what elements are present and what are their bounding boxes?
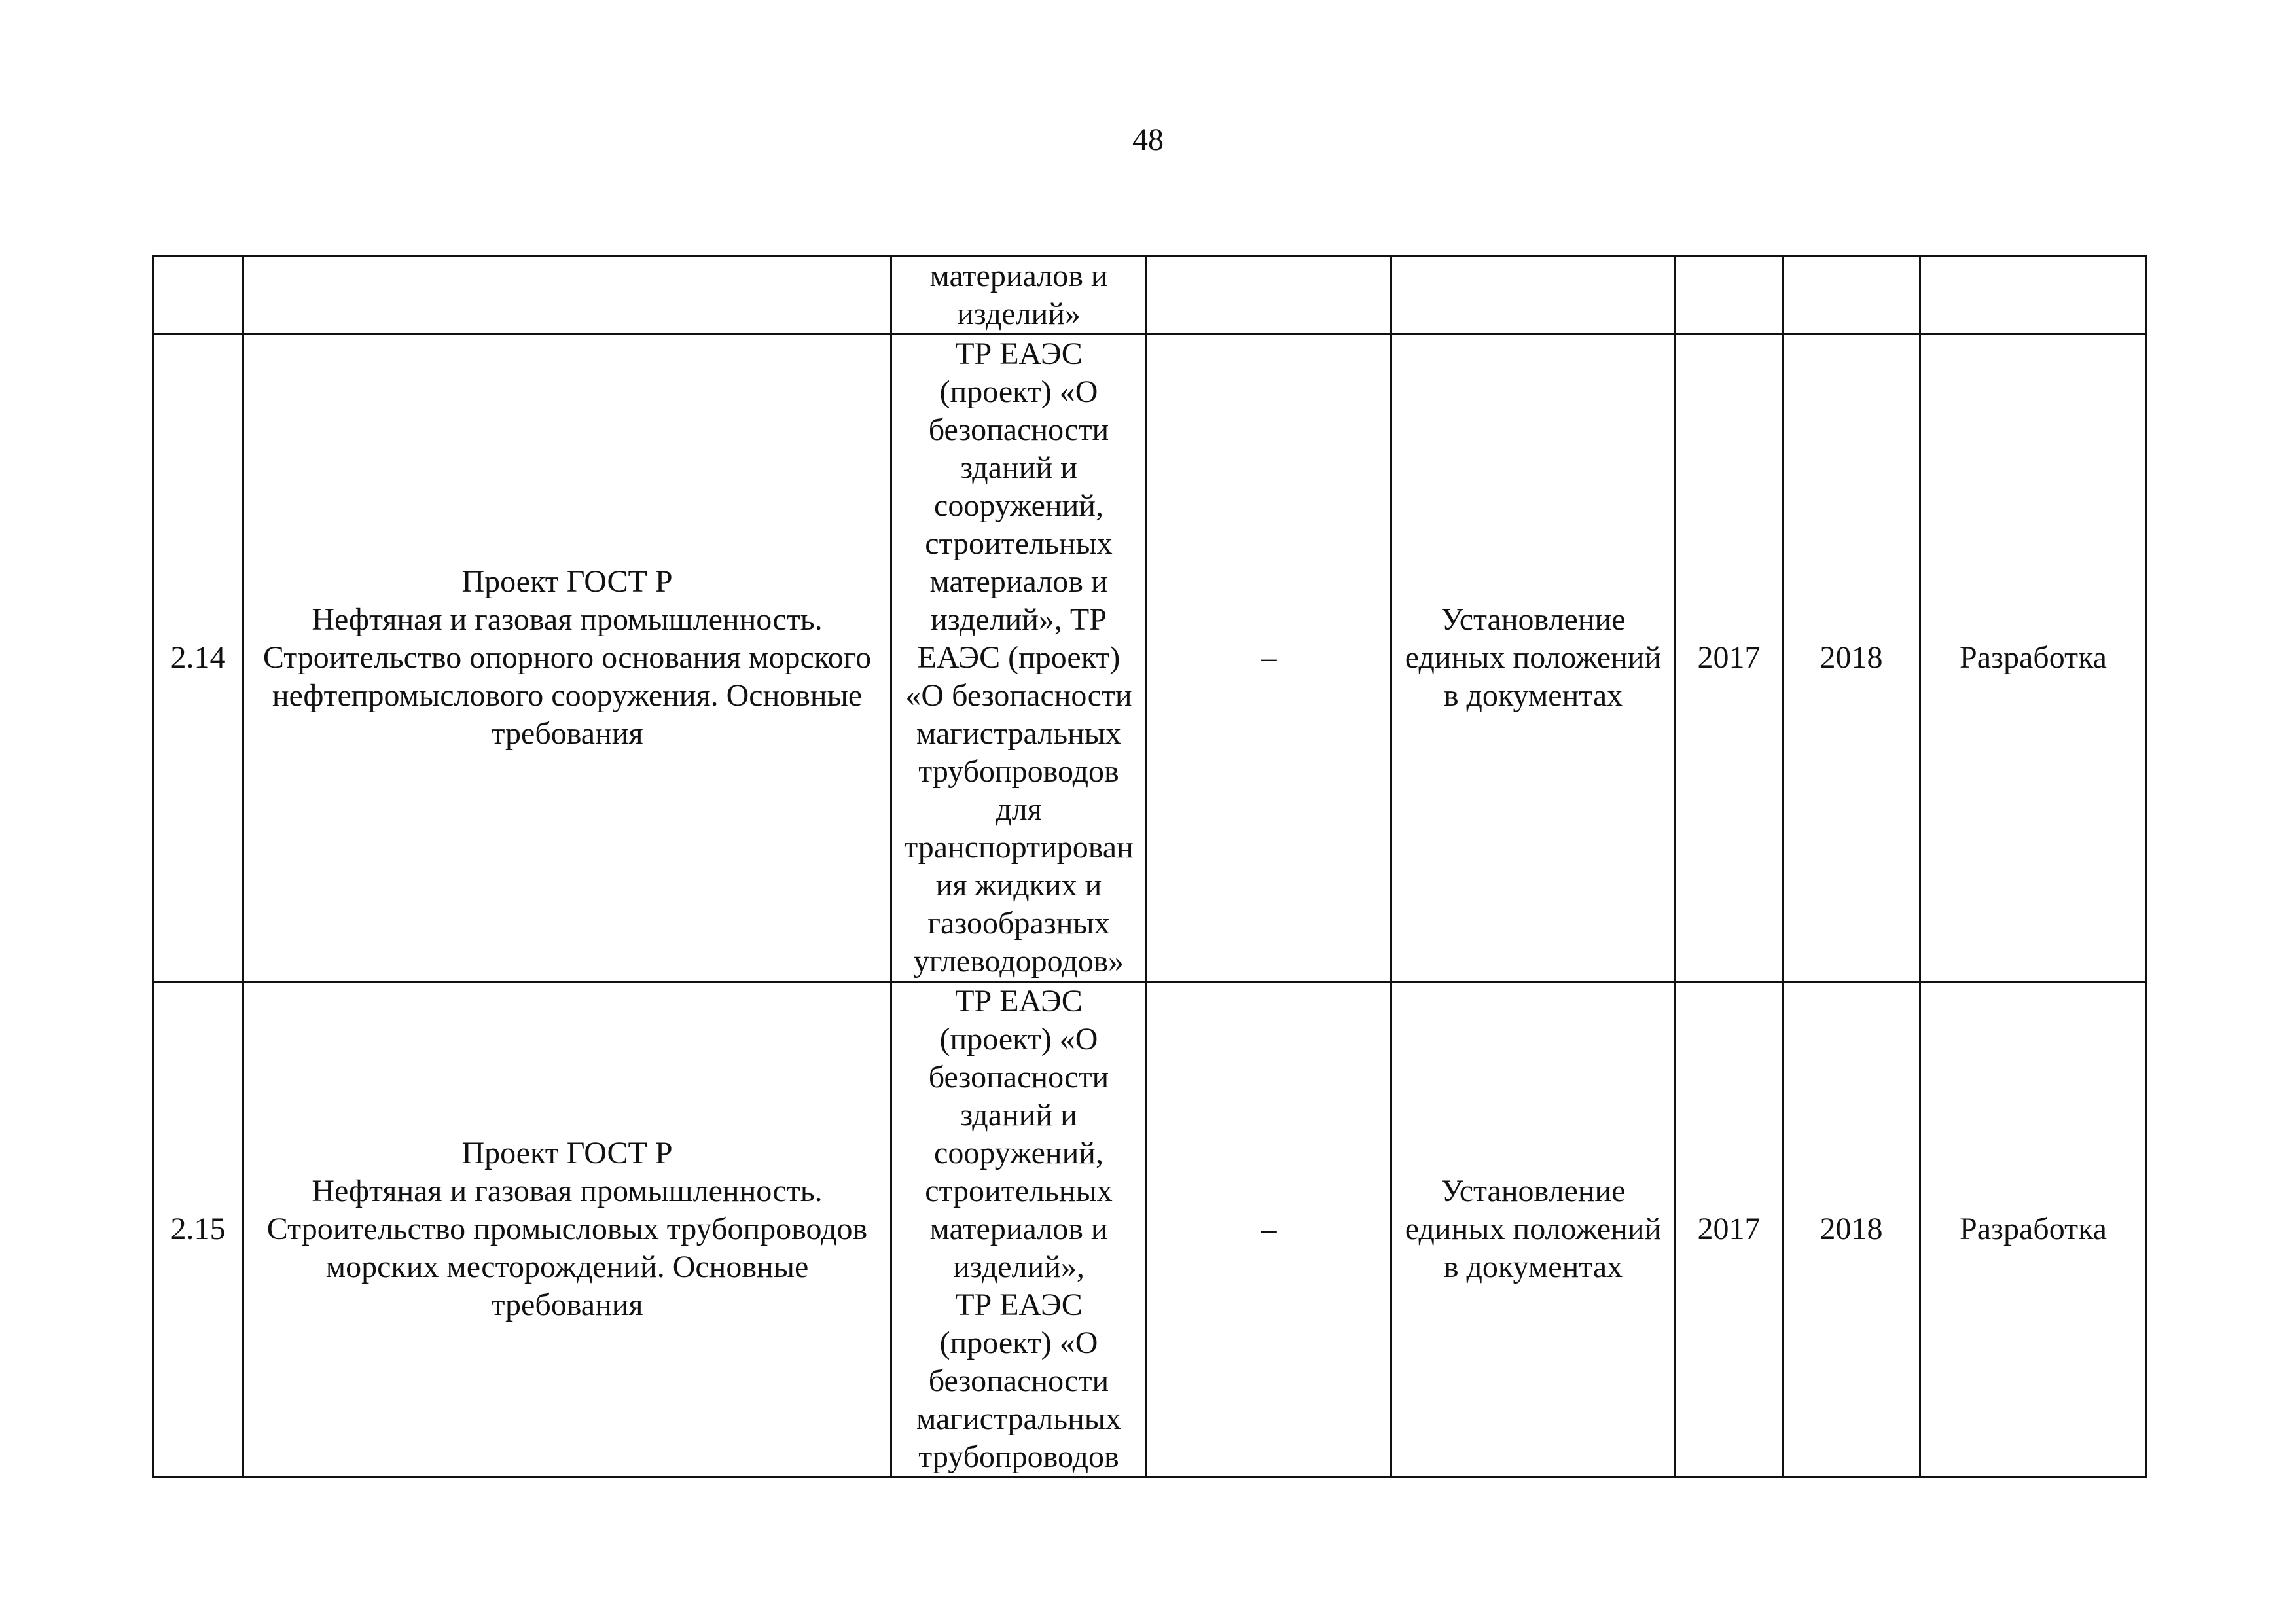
cell-text-line: сооружений, — [934, 1136, 1103, 1170]
cell-text-line: материалов и — [929, 259, 1108, 293]
purpose-cell — [1391, 982, 1676, 1477]
status-cell: Разработка — [1920, 982, 2147, 1477]
purpose-cell — [1391, 334, 1676, 982]
row-number-cell: 2.15 — [153, 982, 243, 1477]
purpose-cell — [1391, 257, 1676, 334]
cell-text-line: ТР ЕАЭС — [955, 1288, 1083, 1322]
dash-cell: – — [1147, 982, 1391, 1477]
cell-text-line: Строительство опорного основания морского — [262, 640, 872, 675]
cell-text-line: в документах — [1443, 1250, 1623, 1284]
cell-text-line: ЕАЭС (проект) — [917, 640, 1121, 675]
cell-text-line: «О безопасности — [905, 678, 1132, 713]
cell-text-line: изделий» — [957, 297, 1081, 331]
cell-text-line: ТР ЕАЭС — [955, 984, 1083, 1019]
cell-text-line: безопасности — [928, 412, 1109, 447]
cell-text-line: материалов и — [929, 1212, 1108, 1246]
cell-text-line: материалов и — [929, 564, 1108, 599]
cell-text-line: Проект ГОСТ Р — [461, 564, 673, 599]
cell-text-line: ТР ЕАЭС — [955, 336, 1083, 371]
cell-text-line: строительных — [925, 1174, 1113, 1208]
document-name-cell — [243, 257, 891, 334]
cell-text-line: Строительство промысловых трубопроводов — [266, 1212, 868, 1246]
status-cell — [1920, 257, 2147, 334]
cell-text-line: Проект ГОСТ Р — [461, 1136, 673, 1170]
end-year-cell: 2018 — [1783, 982, 1920, 1477]
row-number-cell — [153, 257, 243, 334]
regulation-cell — [891, 982, 1147, 1477]
end-year-cell: 2018 — [1783, 334, 1920, 982]
page-number: 48 — [1132, 122, 1164, 157]
cell-text-line: безопасности — [928, 1363, 1109, 1398]
cell-text-line: транспортирован — [904, 830, 1134, 865]
standards-table — [152, 255, 2147, 1478]
row-number-cell: 2.14 — [153, 334, 243, 982]
cell-text-line: магистральных — [916, 1401, 1122, 1436]
start-year-cell — [1676, 257, 1783, 334]
cell-text-line: ия жидких и — [935, 868, 1102, 903]
end-year-cell — [1783, 257, 1920, 334]
dash-cell: – — [1147, 334, 1391, 982]
regulation-cell — [891, 334, 1147, 982]
cell-text-line: углеводородов» — [913, 944, 1124, 979]
cell-text-line: единых положений — [1405, 1212, 1662, 1246]
cell-text-line: магистральных — [916, 716, 1122, 751]
table-row — [153, 334, 2147, 982]
cell-text-line: зданий и — [960, 450, 1077, 485]
cell-text-line: трубопроводов — [918, 1439, 1119, 1474]
cell-text-line: (проект) «О — [939, 374, 1098, 409]
cell-text-line: нефтепромыслового сооружения. Основные — [272, 678, 863, 713]
cell-text-line: в документах — [1443, 678, 1623, 713]
cell-text-line: газообразных — [927, 906, 1110, 941]
cell-text-line: изделий», — [953, 1250, 1085, 1284]
cell-text-line: зданий и — [960, 1098, 1077, 1132]
cell-text-line: безопасности — [928, 1060, 1109, 1094]
table-row — [153, 257, 2147, 334]
cell-text-line: Нефтяная и газовая промышленность. — [312, 1174, 823, 1208]
cell-text-line: Установление — [1441, 602, 1626, 637]
start-year-cell: 2017 — [1676, 982, 1783, 1477]
cell-text-line: (проект) «О — [939, 1022, 1098, 1056]
cell-text-line: морских месторождений. Основные — [325, 1250, 809, 1284]
dash-cell — [1147, 257, 1391, 334]
status-cell: Разработка — [1920, 334, 2147, 982]
cell-text-line: Нефтяная и газовая промышленность. — [312, 602, 823, 637]
regulation-cell — [891, 257, 1147, 334]
cell-text-line: требования — [491, 1288, 643, 1322]
cell-text-line: изделий», ТР — [931, 602, 1107, 637]
document-name-cell — [243, 334, 891, 982]
document-name-cell — [243, 982, 891, 1477]
cell-text-line: строительных — [925, 526, 1113, 561]
cell-text-line: требования — [491, 716, 643, 751]
cell-text-line: единых положений — [1405, 640, 1662, 675]
cell-text-line: для — [996, 792, 1042, 827]
table-row — [153, 982, 2147, 1477]
cell-text-line: (проект) «О — [939, 1326, 1098, 1360]
start-year-cell: 2017 — [1676, 334, 1783, 982]
cell-text-line: Установление — [1441, 1174, 1626, 1208]
cell-text-line: трубопроводов — [918, 754, 1119, 789]
cell-text-line: сооружений, — [934, 488, 1103, 523]
